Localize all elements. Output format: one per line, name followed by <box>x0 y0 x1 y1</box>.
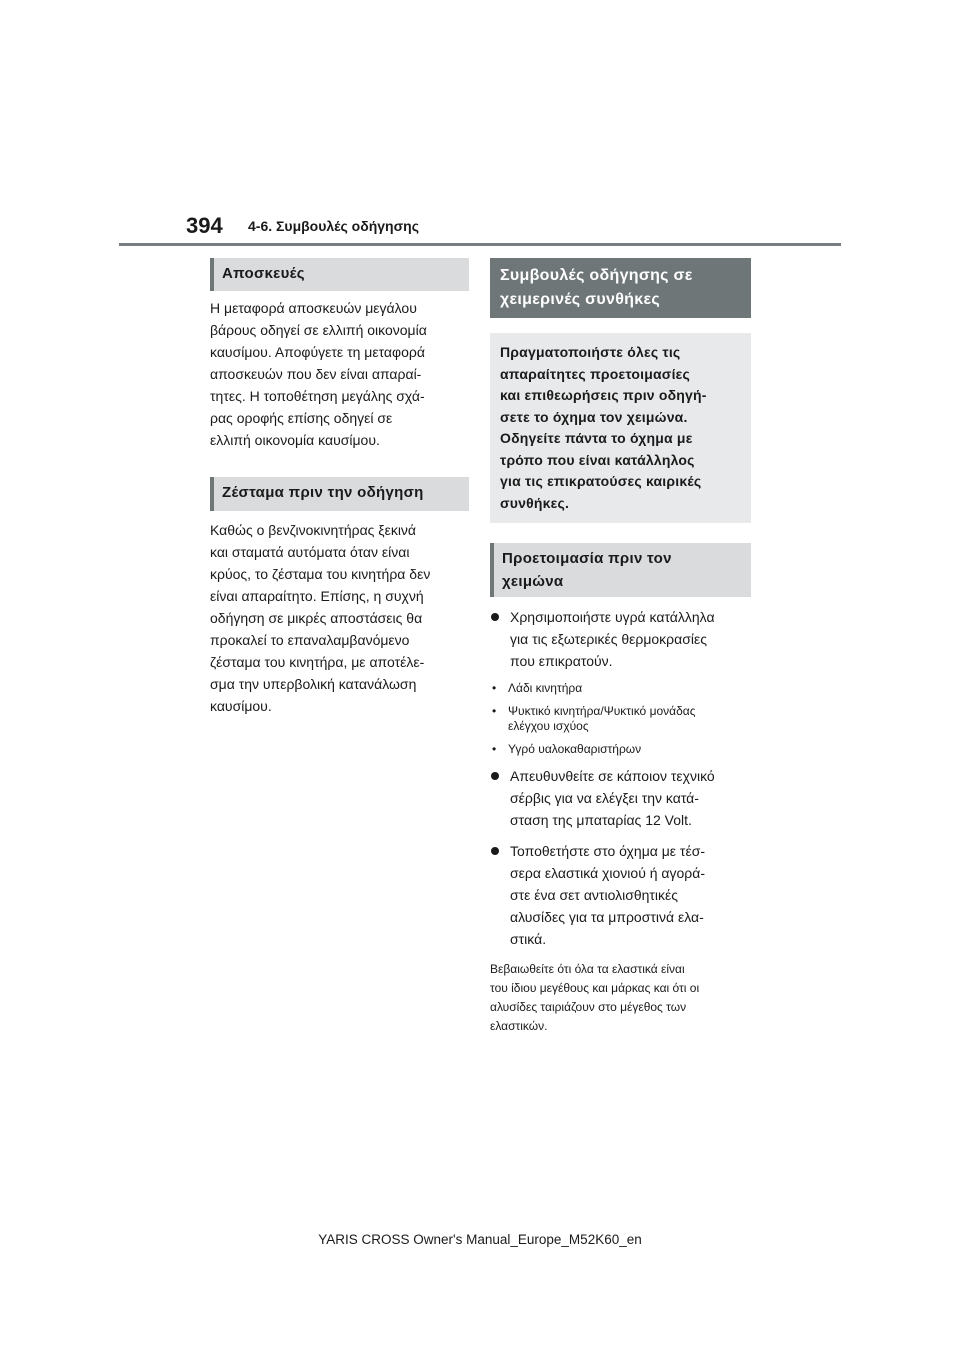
sub-line: Υγρό υαλοκαθαριστήρων <box>508 742 642 756</box>
text-line: και σταματά αυτόματα όταν είναι <box>210 544 410 560</box>
sub-bullet-icon: • <box>492 681 497 695</box>
warmup-paragraph <box>210 519 469 717</box>
sub-line: Ψυκτικό κινητήρα/Ψυκτικό μονάδας <box>508 704 696 718</box>
sub-list-item <box>490 742 751 757</box>
sub-bullet-icon: • <box>492 742 497 756</box>
section-title: 4-6. Συμβουλές οδήγησης <box>248 218 419 234</box>
bullet-line: σταση της μπαταρίας 12 Volt. <box>510 812 692 828</box>
bullet-line: Τοποθετήστε στο όχημα με τέσ- <box>510 843 706 859</box>
text-line: ελλιπή οικονομία καυσίμου. <box>210 432 380 448</box>
winter-prep-heading <box>490 543 751 597</box>
winter-note-box <box>490 333 751 523</box>
bullet-item <box>490 606 751 672</box>
text-line: είναι απαραίτητο. Επίσης, η συχνή <box>210 588 424 604</box>
left-column <box>210 258 469 717</box>
heading-line: Συμβουλές οδήγησης σε <box>500 267 693 284</box>
footer-text: YARIS CROSS Owner's Manual_Europe_M52K60_en <box>318 1232 642 1247</box>
heading-line: χειμώνα <box>502 573 564 590</box>
text-line: σμα την υπερβολική κατανάλωση <box>210 676 417 692</box>
bullet-line: για τις εξωτερικές θερμοκρασίες <box>510 631 707 647</box>
luggage-paragraph <box>210 297 469 451</box>
text-line: Καθώς ο βενζινοκινητήρας ξεκινά <box>210 522 417 538</box>
bullet-line: στικά. <box>510 931 547 947</box>
note-line: του ίδιου μεγέθους και μάρκας και ότι οι <box>490 981 700 995</box>
text-line: αποσκευών που δεν είναι απαραί- <box>210 366 422 382</box>
bullet-line: σερα ελαστικά χιονιού ή αγορά- <box>510 865 706 881</box>
sub-list-item <box>490 681 751 696</box>
bullet-line: Απευθυνθείτε σε κάποιον τεχνικό <box>510 768 715 784</box>
note-line: για τις επικρατούσες καιρικές <box>500 473 702 489</box>
bullet-icon <box>491 613 499 621</box>
note-line: συνθήκες. <box>500 494 570 511</box>
note-line: σετε το όχημα τον χειμώνα. <box>500 408 688 425</box>
note-line: ελαστικών. <box>490 1019 548 1033</box>
text-line: κρύος, το ζέσταμα του κινητήρα δεν <box>210 566 431 582</box>
note-line: Βεβαιωθείτε ότι όλα τα ελαστικά είναι <box>490 962 685 976</box>
bullet-line: σέρβις για να ελέγξει την κατά- <box>510 790 699 806</box>
right-column <box>490 258 751 1036</box>
text-line: ζέσταμα του κινητήρα, με αποτέλε- <box>210 654 425 670</box>
note-line: και επιθεωρήσεις πριν οδηγή- <box>500 387 707 403</box>
heading-line: χειμερινές συνθήκες <box>500 291 660 308</box>
fluid-sub-list <box>490 681 751 757</box>
text-line: οδήγηση σε μικρές αποστάσεις θα <box>210 610 423 626</box>
bullet-line: που επικρατούν. <box>510 653 613 669</box>
text-line: καυσίμου. <box>210 698 272 714</box>
bullet-line: στε ένα σετ αντιολισθητικές <box>510 887 679 903</box>
text-line: τητες. Η τοποθέτηση μεγάλης σχά- <box>210 388 425 404</box>
tire-note <box>490 960 751 1036</box>
bullet-line: Χρησιμοποιήστε υγρά κατάλληλα <box>510 609 715 625</box>
winter-tips-heading <box>490 258 751 318</box>
note-line: Πραγματοποιήστε όλες τις <box>500 344 681 360</box>
sub-bullet-icon: • <box>492 704 497 718</box>
page-number: 394 <box>186 213 223 238</box>
bullet-icon <box>491 772 499 780</box>
text-line: Η μεταφορά αποσκευών μεγάλου <box>210 300 417 316</box>
text-line: καυσίμου. Αποφύγετε τη μεταφορά <box>210 344 425 360</box>
bullet-icon <box>491 847 499 855</box>
bullet-item <box>490 840 751 950</box>
header-divider <box>119 243 841 246</box>
luggage-heading: Αποσκευές <box>210 258 469 291</box>
text-line: βάρους οδηγεί σε ελλιπή οικονομία <box>210 322 427 338</box>
bullet-line: αλυσίδες για τα μπροστινά ελα- <box>510 909 704 925</box>
note-line: τρόπο που είναι κατάλληλος <box>500 451 695 468</box>
text-line: προκαλεί το επαναλαμβανόμενο <box>210 632 410 648</box>
sub-list-item <box>490 704 751 734</box>
note-line: αλυσίδες ταιριάζουν στο μέγεθος των <box>490 1000 687 1014</box>
sub-line: ελέγχου ισχύος <box>508 719 589 733</box>
text-line: ρας οροφής επίσης οδηγεί σε <box>210 410 393 426</box>
note-line: Οδηγείτε πάντα το όχημα με <box>500 430 693 446</box>
heading-line: Προετοιμασία πριν τον <box>502 550 672 567</box>
bullet-item <box>490 765 751 831</box>
note-line: απαραίτητες προετοιμασίες <box>500 365 691 382</box>
warmup-heading: Ζέσταμα πριν την οδήγηση <box>210 477 469 511</box>
sub-line: Λάδι κινητήρα <box>508 681 583 695</box>
